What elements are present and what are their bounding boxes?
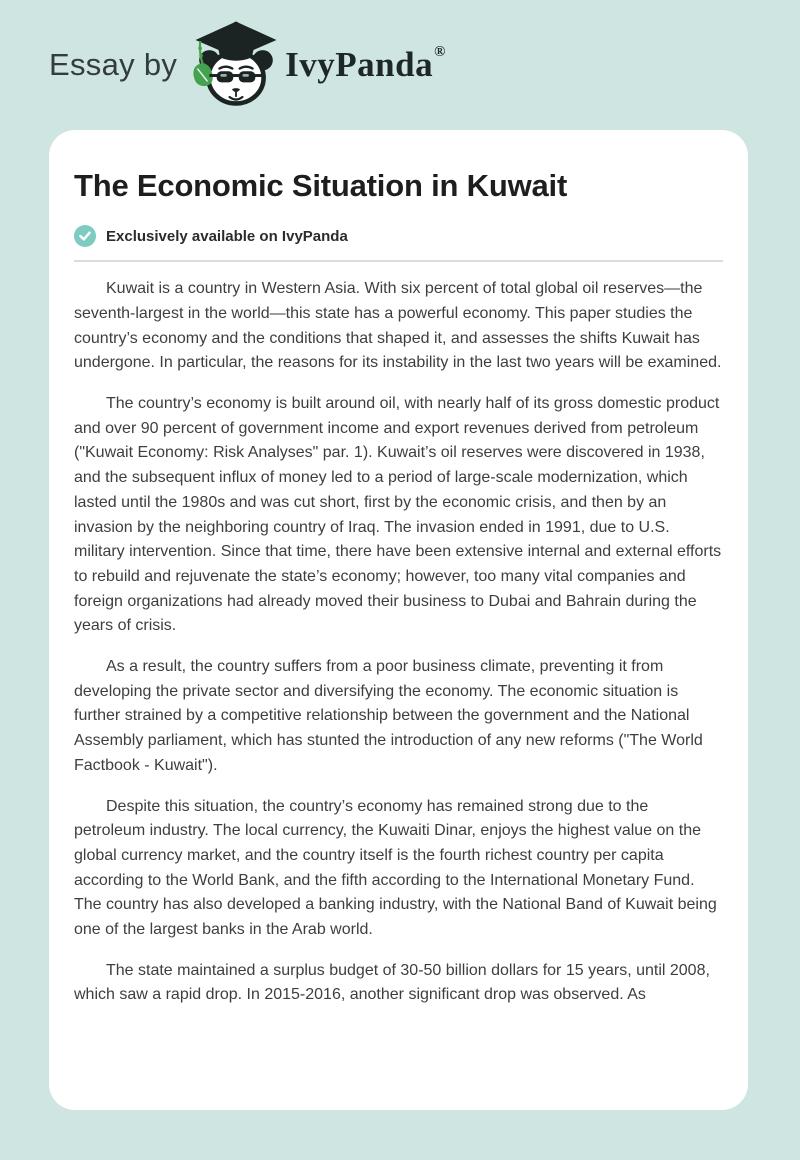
essay-by-label: Essay by xyxy=(49,47,178,82)
header xyxy=(0,0,800,130)
essay-paragraph-4: Despite this situation, the country’s economy has remained strong due to the petroleum industry. The local currency, the Kuwaiti Dinar, enjoys the highest value on the global currency market, and the country itself is the fourth richest country per capita according to the World Bank, and the fifth according to the International Monetary Fund. The country has also developed a banking industry, with the National Band of Kuwait being one of the largest banks in the Arab world. xyxy=(74,797,717,939)
registered-mark: ® xyxy=(434,43,446,60)
essay-card xyxy=(49,130,748,1110)
essay-paragraph-5: The state maintained a surplus budget of 30-50 billion dollars for 15 years, until 2008, which saw a rapid drop. In 2015-2016, another significant drop was observed. As xyxy=(74,961,710,1004)
exclusive-badge-text: Exclusively available on IvyPanda xyxy=(106,227,348,245)
exclusive-badge xyxy=(74,225,723,247)
panda-graduate-icon xyxy=(190,18,282,108)
check-icon xyxy=(74,225,96,247)
essay-paragraph-3: As a result, the country suffers from a poor business climate, preventing it from developing the private sector and diversifying the economy. The economic situation is further strained by a competitive relationship between the government and the National Assembly parliament, which has stunted the introduction of any new reforms ("The World Factbook - Kuwait"). xyxy=(74,658,703,774)
divider xyxy=(74,260,723,262)
essay-paragraph-1: Kuwait is a country in Western Asia. With six percent of total global oil reserves—the seventh-largest in the world—this state has a powerful economy. This paper studies the country’s economy and the conditions that shaped it, and assesses the shifts Kuwait has undergone. In particular, the reasons for its instability in the last two years will be examined. xyxy=(74,280,722,372)
essay-paragraph-2: The country’s economy is built around oil, with nearly half of its gross domestic product and over 90 percent of government income and export revenues derived from petroleum ("Kuwait Economy: Risk Analyses" par. 1). Kuwait’s oil reserves were discovered in 1938, and the subsequent influx of money led to a period of large-scale modernization, which lasted until the 1980s and was cut short, first by the economic crisis, and then by an invasion by the neighboring country of Iraq. The invasion ended in 1991, due to U.S. military intervention. Since that time, there have been extensive internal and external efforts to rebuild and rejuvenate the state’s economy; however, too many vital companies and foreign organizations had already moved their business to Dubai and Bahrain during the years of crisis. xyxy=(74,395,722,635)
ivypanda-logo xyxy=(190,22,445,108)
essay-title: The Economic Situation in Kuwait xyxy=(74,168,568,203)
brand-name: IvyPanda xyxy=(285,45,434,84)
